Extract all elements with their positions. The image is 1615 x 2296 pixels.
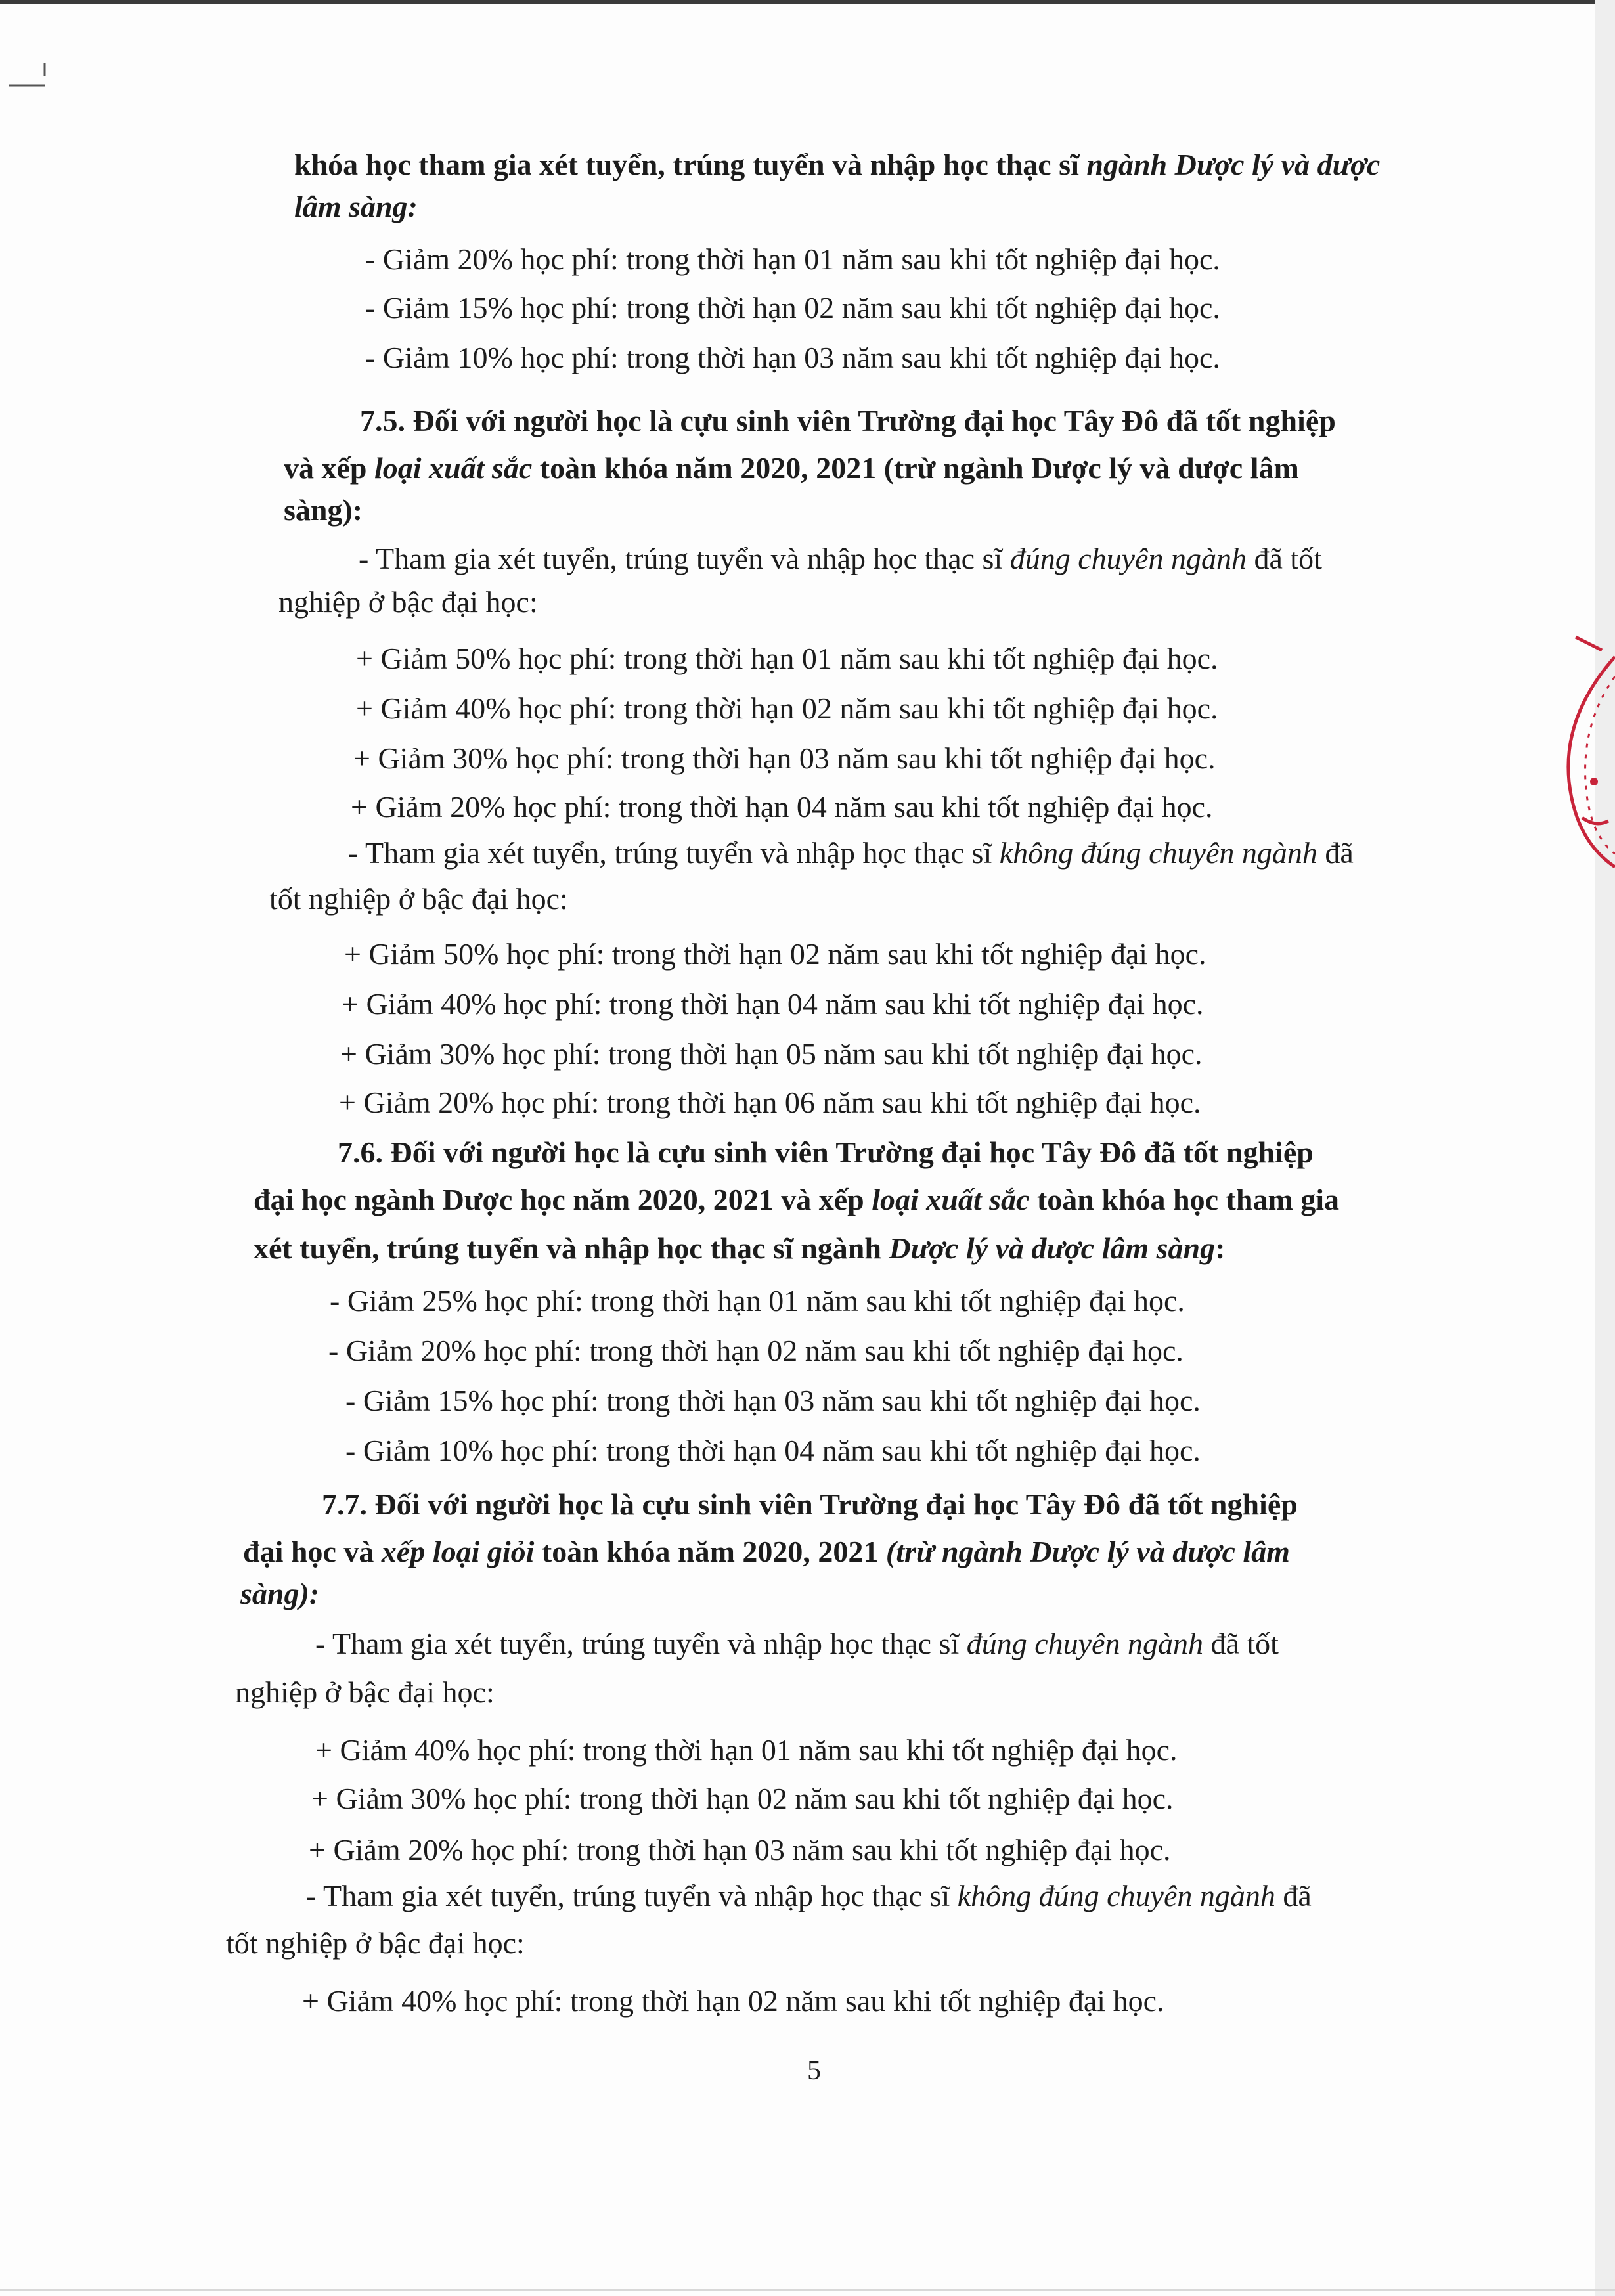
text-run: nghiệp ở bậc đại học: xyxy=(278,585,538,619)
text-run: - Giảm 15% học phí: trong thời hạn 03 năm sau khi tốt nghiệp đại học. xyxy=(345,1384,1201,1417)
text-run: + Giảm 20% học phí: trong thời hạn 03 năm sau khi tốt nghiệp đại học. xyxy=(309,1833,1171,1866)
text-run: - Tham gia xét tuyển, trúng tuyển và nhập học thạc sĩ xyxy=(315,1627,967,1660)
text-run: - Giảm 10% học phí: trong thời hạn 04 năm sau khi tốt nghiệp đại học. xyxy=(345,1434,1201,1467)
text-line xyxy=(269,880,568,918)
text-run: ngành Dược lý và dược xyxy=(1086,148,1381,181)
text-run: - Giảm 20% học phí: trong thời hạn 02 năm sau khi tốt nghiệp đại học. xyxy=(328,1334,1184,1367)
text-line xyxy=(294,146,1380,184)
text-run: sàng): xyxy=(284,493,363,527)
text-run: + Giảm 40% học phí: trong thời hạn 04 năm sau khi tốt nghiệp đại học. xyxy=(342,987,1204,1021)
text-line xyxy=(365,289,1220,327)
text-line xyxy=(315,1731,1178,1769)
text-line xyxy=(360,402,1336,440)
text-run: đã tốt xyxy=(1246,542,1322,575)
text-line xyxy=(344,935,1206,973)
text-run: đại học và xyxy=(243,1535,382,1568)
text-run: đúng chuyên ngành xyxy=(966,1627,1203,1660)
text-run: + Giảm 30% học phí: trong thời hạn 02 năm sau khi tốt nghiệp đại học. xyxy=(311,1782,1174,1815)
text-run: lâm sàng: xyxy=(294,190,418,223)
text-line xyxy=(330,1282,1185,1320)
text-run: - Giảm 25% học phí: trong thời hạn 01 năm sau khi tốt nghiệp đại học. xyxy=(330,1284,1185,1317)
text-line xyxy=(294,188,418,226)
text-line xyxy=(328,1332,1184,1370)
text-line xyxy=(322,1486,1298,1524)
text-run: + Giảm 30% học phí: trong thời hạn 03 năm sau khi tốt nghiệp đại học. xyxy=(353,741,1216,775)
text-run: loại xuất sắc xyxy=(872,1183,1030,1216)
text-line xyxy=(340,1035,1203,1073)
text-line xyxy=(254,1229,1225,1268)
text-run: không đúng chuyên ngành xyxy=(999,836,1317,870)
text-run: - Giảm 15% học phí: trong thời hạn 02 năm sau khi tốt nghiệp đại học. xyxy=(365,291,1220,324)
text-line xyxy=(315,1625,1279,1663)
text-line xyxy=(302,1982,1164,2020)
text-line xyxy=(345,1382,1201,1420)
text-line xyxy=(353,740,1216,778)
text-run: 7.7. Đối với người học là cựu sinh viên Trường đại học Tây Đô đã tốt nghiệp xyxy=(322,1488,1298,1521)
text-line xyxy=(345,1432,1201,1470)
text-run: (trừ ngành Dược lý và dược lâm xyxy=(885,1535,1290,1568)
text-run: đã tốt xyxy=(1203,1627,1279,1660)
text-run: - Tham gia xét tuyển, trúng tuyển và nhập học thạc sĩ xyxy=(359,542,1010,575)
text-run: - Giảm 10% học phí: trong thời hạn 03 năm sau khi tốt nghiệp đại học. xyxy=(365,341,1220,374)
text-line xyxy=(311,1780,1174,1818)
text-line xyxy=(356,640,1218,678)
text-line xyxy=(284,491,363,529)
text-line xyxy=(365,339,1220,377)
text-run: : xyxy=(1215,1231,1226,1265)
text-run: đại học ngành Dược học năm 2020, 2021 và xếp xyxy=(254,1183,872,1216)
text-line xyxy=(254,1181,1339,1219)
text-run: không đúng chuyên ngành xyxy=(957,1879,1275,1912)
text-run: + Giảm 20% học phí: trong thời hạn 06 năm sau khi tốt nghiệp đại học. xyxy=(339,1086,1201,1119)
text-run: sàng): xyxy=(240,1577,320,1610)
text-run: + Giảm 40% học phí: trong thời hạn 02 năm sau khi tốt nghiệp đại học. xyxy=(302,1984,1164,2018)
text-line xyxy=(278,583,538,621)
text-run: + Giảm 50% học phí: trong thời hạn 02 năm sau khi tốt nghiệp đại học. xyxy=(344,937,1206,971)
text-line xyxy=(359,540,1322,578)
text-run: 7.5. Đối với người học là cựu sinh viên Trường đại học Tây Đô đã tốt nghiệp xyxy=(360,404,1336,437)
text-line xyxy=(306,1877,1312,1915)
text-run: Dược lý và dược lâm sàng xyxy=(889,1231,1216,1265)
text-run: tốt nghiệp ở bậc đại học: xyxy=(226,1926,525,1960)
text-run: toàn khóa năm 2020, 2021 (trừ ngành Dược lý và dược lâm xyxy=(532,451,1299,485)
text-run: + Giảm 40% học phí: trong thời hạn 01 năm sau khi tốt nghiệp đại học. xyxy=(315,1733,1178,1767)
text-run: đã xyxy=(1317,836,1354,870)
scan-right-edge xyxy=(1595,0,1615,2296)
text-line xyxy=(240,1575,319,1613)
text-run: nghiệp ở bậc đại học: xyxy=(235,1675,495,1709)
text-line xyxy=(226,1924,525,1962)
text-run: khóa học tham gia xét tuyển, trúng tuyển và nhập học thạc sĩ xyxy=(294,148,1087,181)
text-line xyxy=(339,1084,1201,1122)
text-run: + Giảm 30% học phí: trong thời hạn 05 năm sau khi tốt nghiệp đại học. xyxy=(340,1037,1203,1071)
text-run: loại xuất sắc xyxy=(374,451,533,485)
text-line xyxy=(235,1673,495,1711)
page-number: 5 xyxy=(807,2056,821,2086)
text-run: đúng chuyên ngành xyxy=(1009,542,1247,575)
text-run: và xếp xyxy=(284,451,374,485)
red-stamp-fragment-icon xyxy=(1536,617,1615,893)
corner-mark-icon xyxy=(7,60,49,89)
text-run: - Giảm 20% học phí: trong thời hạn 01 năm sau khi tốt nghiệp đại học. xyxy=(365,242,1220,276)
text-line xyxy=(351,788,1213,826)
text-line xyxy=(309,1831,1171,1869)
text-line xyxy=(284,449,1299,487)
text-run: toàn khóa học tham gia xyxy=(1029,1183,1340,1216)
text-run: xét tuyển, trúng tuyển và nhập học thạc sĩ ngành xyxy=(254,1231,889,1265)
scan-top-border xyxy=(0,0,1615,4)
text-line xyxy=(243,1533,1290,1571)
text-run: - Tham gia xét tuyển, trúng tuyển và nhập học thạc sĩ xyxy=(348,836,1000,870)
text-run: 7.6. Đối với người học là cựu sinh viên Trường đại học Tây Đô đã tốt nghiệp xyxy=(338,1136,1314,1169)
text-line xyxy=(338,1134,1314,1172)
scan-bottom-line xyxy=(0,2289,1615,2291)
text-run: toàn khóa năm 2020, 2021 xyxy=(534,1535,886,1568)
text-run: - Tham gia xét tuyển, trúng tuyển và nhập học thạc sĩ xyxy=(306,1879,958,1912)
text-run: + Giảm 20% học phí: trong thời hạn 04 năm sau khi tốt nghiệp đại học. xyxy=(351,790,1213,824)
text-run: + Giảm 50% học phí: trong thời hạn 01 năm sau khi tốt nghiệp đại học. xyxy=(356,642,1218,675)
text-run: xếp loại giỏi xyxy=(381,1535,535,1568)
text-line xyxy=(356,690,1218,728)
text-line xyxy=(342,985,1204,1023)
text-line xyxy=(365,240,1220,278)
text-run: + Giảm 40% học phí: trong thời hạn 02 năm sau khi tốt nghiệp đại học. xyxy=(356,692,1218,725)
text-run: tốt nghiệp ở bậc đại học: xyxy=(269,882,568,916)
text-run: đã xyxy=(1275,1879,1312,1912)
text-line xyxy=(348,834,1354,872)
